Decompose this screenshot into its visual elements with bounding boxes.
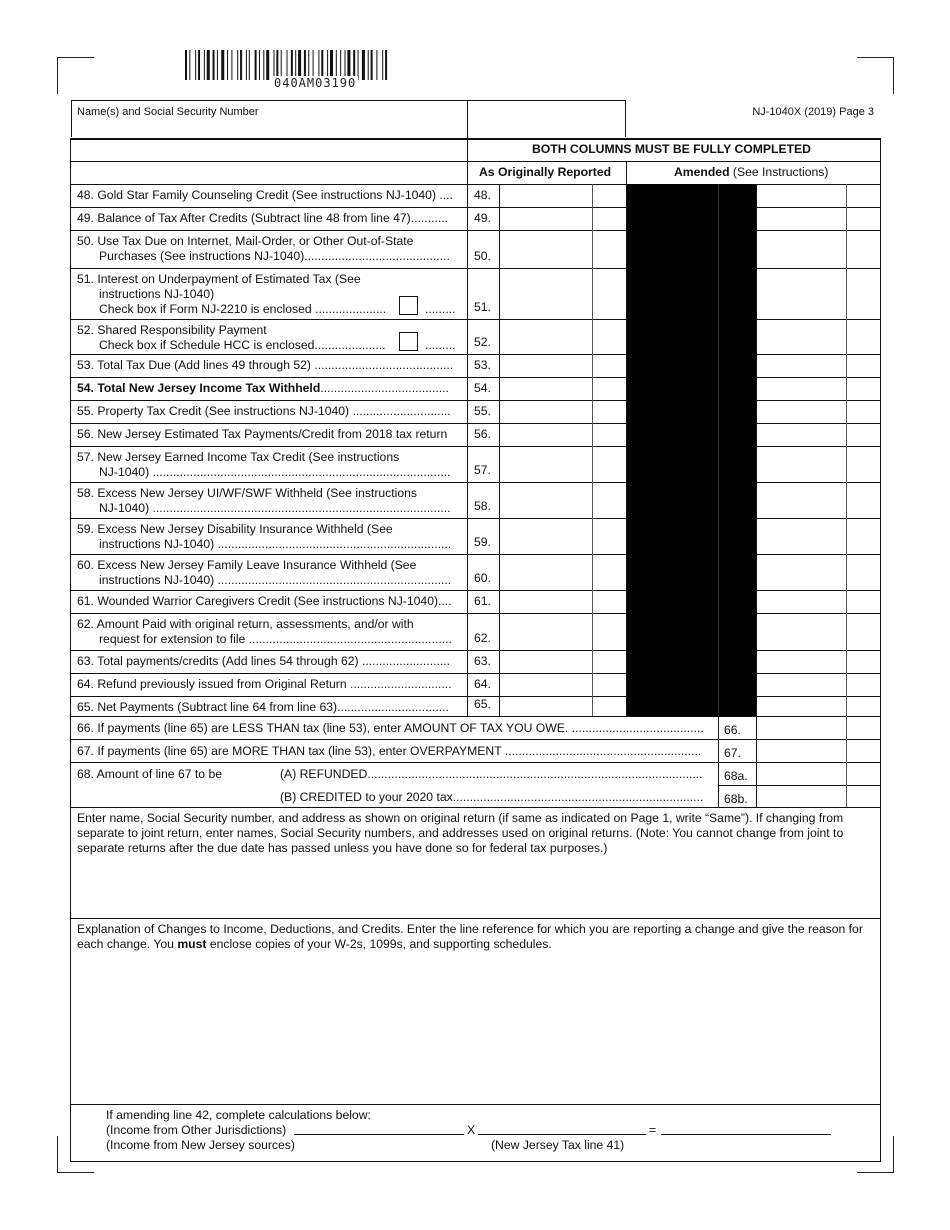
line-50-amended-field[interactable]	[757, 231, 881, 268]
line-52-label: 52. Shared Responsibility Payment	[77, 323, 267, 337]
line-68a-amount-field[interactable]	[757, 763, 881, 785]
crop-mark-top-left	[57, 57, 94, 94]
calc-result-input[interactable]	[661, 1134, 831, 1135]
line-68b-label: (B) CREDITED to your 2020 tax..........................................................................	[280, 790, 704, 804]
explanation-instructions: Explanation of Changes to Income, Deductions, and Credits. Enter the line reference for which you are reporting a change and give the reason for each change. You must enclose copies of your W-2s, 1099s, and supporting schedules.	[77, 922, 863, 951]
line-65-original-field[interactable]	[500, 697, 624, 716]
line-52-original-field[interactable]	[500, 320, 624, 354]
line-58-number: 58.	[474, 499, 491, 513]
both-columns-banner: BOTH COLUMNS MUST BE FULLY COMPLETED	[532, 142, 811, 156]
line-54-label: 54. Total New Jersey Income Tax Withheld......................................	[77, 381, 449, 395]
line-56-amended-field[interactable]	[757, 424, 881, 446]
line-53-number: 53.	[474, 358, 491, 372]
line-52-number: 52.	[474, 335, 491, 349]
line-62-original-field[interactable]	[500, 614, 624, 650]
line-63-label: 63. Total payments/credits (Add lines 54 through 62) ..........................	[77, 654, 451, 668]
line-61-label: 61. Wounded Warrior Caregivers Credit (See instructions NJ-1040)....	[77, 594, 452, 608]
line-66-number: 66.	[724, 723, 741, 737]
line-67-number: 67.	[724, 746, 741, 760]
orig-num-divider	[499, 184, 500, 716]
line-51-label: 51. Interest on Underpayment of Estimated Tax (See	[77, 272, 361, 286]
line-57-original-field[interactable]	[500, 447, 624, 482]
line-58-label-2: NJ-1040) ........................................................................................	[99, 501, 451, 515]
line-57-label: 57. New Jersey Earned Income Tax Credit (See instructions	[77, 450, 400, 464]
row-68-bottom	[70, 807, 881, 808]
line-50-number: 50.	[474, 249, 491, 263]
line-62-label-2: request for extension to file ............................................................	[99, 632, 452, 646]
line-49-original-field[interactable]	[500, 208, 624, 230]
line-60-amended-field[interactable]	[757, 555, 881, 590]
line-57-number: 57.	[474, 463, 491, 477]
line-68b-amount-field[interactable]	[757, 786, 881, 807]
line-59-label: 59. Excess New Jersey Disability Insurance Withheld (See	[77, 522, 393, 536]
line-53-original-field[interactable]	[500, 355, 624, 377]
calc-equals: =	[649, 1123, 657, 1137]
line-53-amended-field[interactable]	[757, 355, 881, 377]
shaded-block	[626, 184, 756, 716]
amended-cents-divider	[846, 184, 847, 716]
line-68-label: 68. Amount of line 67 to be	[77, 767, 222, 781]
line-54-original-field[interactable]	[500, 378, 624, 400]
line-61-original-field[interactable]	[500, 591, 624, 613]
line-51-label-3: Check box if Form NJ-2210 is enclosed .....................	[99, 302, 387, 316]
line-65-number: 65.	[474, 697, 491, 711]
line-58-original-field[interactable]	[500, 483, 624, 518]
other-jurisdictions-input[interactable]	[294, 1134, 464, 1135]
calc-nj-tax: (New Jersey Tax line 41)	[491, 1138, 625, 1152]
line-61-number: 61.	[474, 594, 491, 608]
line-63-number: 63.	[474, 654, 491, 668]
line-54-number: 54.	[474, 381, 491, 395]
line-54-amended-field[interactable]	[757, 378, 881, 400]
name-ssn-label: Name(s) and Social Security Number	[77, 106, 259, 118]
barcode-text: 040AM03190	[274, 76, 357, 90]
col-header-line	[70, 161, 881, 162]
line-49-amended-field[interactable]	[757, 208, 881, 230]
shade-inner-line	[718, 184, 719, 716]
line-59-number: 59.	[474, 535, 491, 549]
line-60-number: 60.	[474, 571, 491, 585]
line-62-label: 62. Amount Paid with original return, assessments, and/or with	[77, 617, 414, 631]
line-48-number: 48.	[474, 188, 491, 202]
amended-shade-divider	[756, 184, 757, 716]
line-51-checkbox[interactable]	[399, 296, 418, 315]
line-53-label: 53. Total Tax Due (Add lines 49 through 52) .........................................	[77, 358, 454, 372]
line-59-amended-field[interactable]	[757, 519, 881, 554]
line-64-amended-field[interactable]	[757, 674, 881, 696]
line-51-label-2: instructions NJ-1040)	[99, 287, 215, 301]
explanation-field[interactable]	[72, 955, 879, 1101]
line-55-original-field[interactable]	[500, 401, 624, 423]
amended-header: Amended (See Instructions)	[674, 165, 829, 179]
line-64-label: 64. Refund previously issued from Original Return ..............................	[77, 677, 452, 691]
line-68b-number: 68b.	[724, 792, 748, 806]
name-address-instructions: Enter name, Social Security number, and address as shown on original return (if same as indicated on Page 1, write “Same”). If changing from separate to joint return, enter names, Social Security numbers, and addresses used on original returns. (Note: You cannot change from joint to separate returns after the due date has passed unless you have done so for federal tax purposes.)	[77, 811, 844, 855]
calc-other-jurisdictions: (Income from Other Jurisdictions)	[106, 1123, 287, 1137]
line-48-amended-field[interactable]	[757, 185, 881, 207]
line-55-number: 55.	[474, 404, 491, 418]
line-50-label-2: Purchases (See instructions NJ-1040)...........................................	[99, 249, 450, 263]
col-divider-header	[626, 161, 627, 184]
line-50-label: 50. Use Tax Due on Internet, Mail-Order, or Other Out-of-State	[77, 234, 414, 248]
line-64-original-field[interactable]	[500, 674, 624, 696]
line-60-label: 60. Excess New Jersey Family Leave Insurance Withheld (See	[77, 558, 417, 572]
line-52-tail-dots: .........	[425, 338, 456, 352]
calc-nj-sources: (Income from New Jersey sources)	[106, 1138, 295, 1152]
line-66-amount-field[interactable]	[757, 717, 881, 739]
as-originally-reported-header: As Originally Reported	[479, 165, 612, 179]
line-49-label: 49. Balance of Tax After Credits (Subtract line 48 from line 47)...........	[77, 211, 448, 225]
line-58-amended-field[interactable]	[757, 483, 881, 518]
line-50-original-field[interactable]	[500, 231, 624, 268]
line-55-amended-field[interactable]	[757, 401, 881, 423]
line-61-amended-field[interactable]	[757, 591, 881, 613]
line-64-number: 64.	[474, 677, 491, 691]
line-49-number: 49.	[474, 211, 491, 225]
line-60-label-2: instructions NJ-1040) .....................................................................	[99, 573, 452, 587]
orig-cents-divider	[592, 184, 593, 716]
line-56-number: 56.	[474, 427, 491, 441]
name-section-bottom	[70, 918, 881, 919]
line-59-label-2: instructions NJ-1040) .....................................................................	[99, 537, 452, 551]
col-divider-main	[467, 138, 468, 716]
line-59-original-field[interactable]	[500, 519, 624, 554]
line-68a-number: 68a.	[724, 769, 748, 783]
calc-times: X	[467, 1123, 476, 1137]
line-52-checkbox[interactable]	[399, 332, 418, 351]
line-56-label: 56. New Jersey Estimated Tax Payments/Credit from 2018 tax return	[77, 427, 448, 441]
line-62-amended-field[interactable]	[757, 614, 881, 650]
line-57-label-2: NJ-1040) ........................................................................................	[99, 465, 451, 479]
line-63-amended-field[interactable]	[757, 651, 881, 673]
line-63-original-field[interactable]	[500, 651, 624, 673]
line-52-amended-field[interactable]	[757, 320, 881, 354]
line-55-label: 55. Property Tax Credit (See instructions NJ-1040) .............................	[77, 404, 451, 418]
line-68a-label: (A) REFUNDED...................................................................................................	[280, 767, 703, 781]
bottom-num-divider	[718, 716, 719, 807]
name-address-field[interactable]	[72, 860, 879, 917]
line-48-original-field[interactable]	[500, 185, 624, 207]
line-66-label: 66. If payments (line 65) are LESS THAN tax (line 53), enter AMOUNT OF TAX YOU OWE. .......................................	[77, 721, 704, 735]
line-67-label: 67. If payments (line 65) are MORE THAN tax (line 53), enter OVERPAYMENT ..........................................................	[77, 744, 702, 758]
crop-mark-top-right	[857, 57, 894, 94]
nj-tax-input[interactable]	[478, 1134, 646, 1135]
line-67-amount-field[interactable]	[757, 740, 881, 762]
orig-amended-divider	[626, 184, 627, 716]
header-divider	[467, 100, 468, 138]
line-62-number: 62.	[474, 631, 491, 645]
calc-intro: If amending line 42, complete calculations below:	[106, 1108, 371, 1122]
line-58-label: 58. Excess New Jersey UI/WF/SWF Withheld (See instructions	[77, 486, 417, 500]
line-57-amended-field[interactable]	[757, 447, 881, 482]
explanation-section-bottom	[70, 1104, 881, 1105]
line-51-amended-field[interactable]	[757, 269, 881, 319]
line-65-label: 65. Net Payments (Subtract line 64 from line 63).................................	[77, 700, 449, 714]
line-51-number: 51.	[474, 300, 491, 314]
line-65-amended-field[interactable]	[757, 697, 881, 716]
line-60-original-field[interactable]	[500, 555, 624, 590]
line-48-label: 48. Gold Star Family Counseling Credit (See instructions NJ-1040) ....	[77, 188, 453, 202]
line-56-original-field[interactable]	[500, 424, 624, 446]
line-51-tail-dots: .........	[425, 302, 456, 316]
page-label: NJ-1040X (2019) Page 3	[752, 106, 874, 118]
line-52-label-2: Check box if Schedule HCC is enclosed.....................	[99, 338, 386, 352]
line-51-original-field[interactable]	[500, 269, 624, 319]
